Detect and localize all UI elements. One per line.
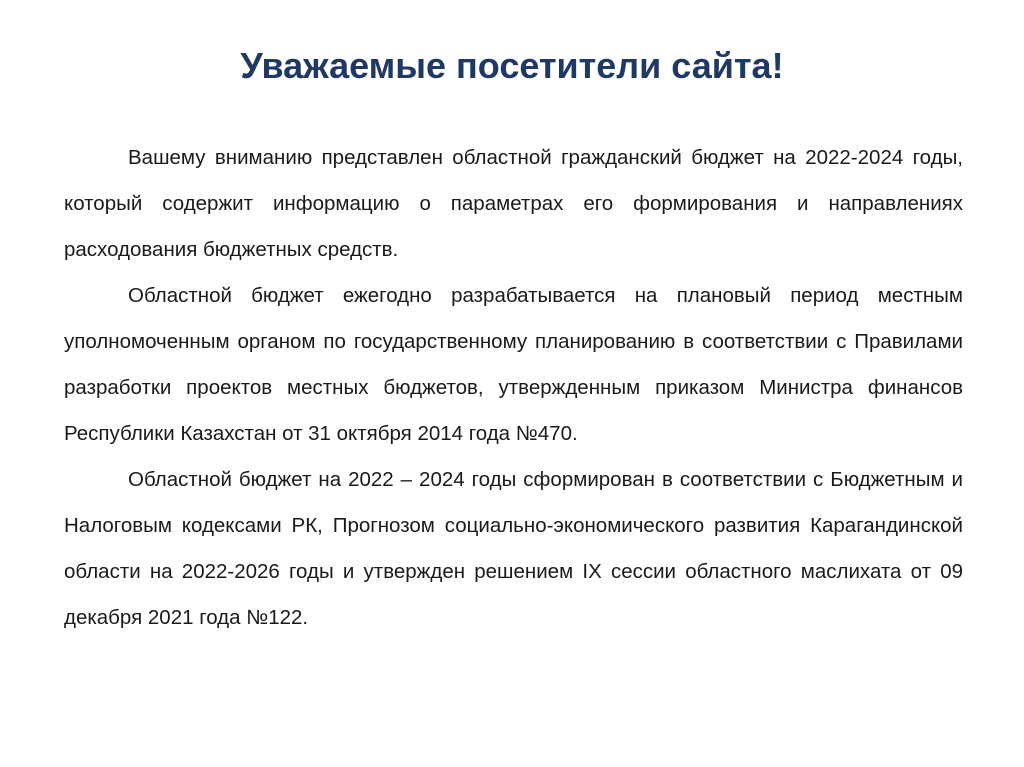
paragraph-formation: Областной бюджет на 2022 – 2024 годы сформирован в соответствии с Бюджетным и Налоговым кодексами РК, Прогнозом социально-экономического развития Карагандинской области на 2022-2026 годы и утвержден решением IX сессии областного маслихата от 09 декабря 2021 года №122. xyxy=(64,468,963,629)
paragraph-planning: Областной бюджет ежегодно разрабатывается на плановый период местным уполномоченным органом по государственному планированию в соответствии с Правилами разработки проектов местных бюджетов, утвержденным приказом Министра финансов Республики Казахстан от 31 октября 2014 года №470. xyxy=(64,284,963,445)
slide-title: Уважаемые посетители сайта! xyxy=(240,45,784,86)
paragraph-intro: Вашему вниманию представлен областной гражданский бюджет на 2022-2024 годы, который содержит информацию о параметрах его формирования и направлениях расходования бюджетных средств. xyxy=(64,146,963,261)
slide-body xyxy=(64,135,963,641)
